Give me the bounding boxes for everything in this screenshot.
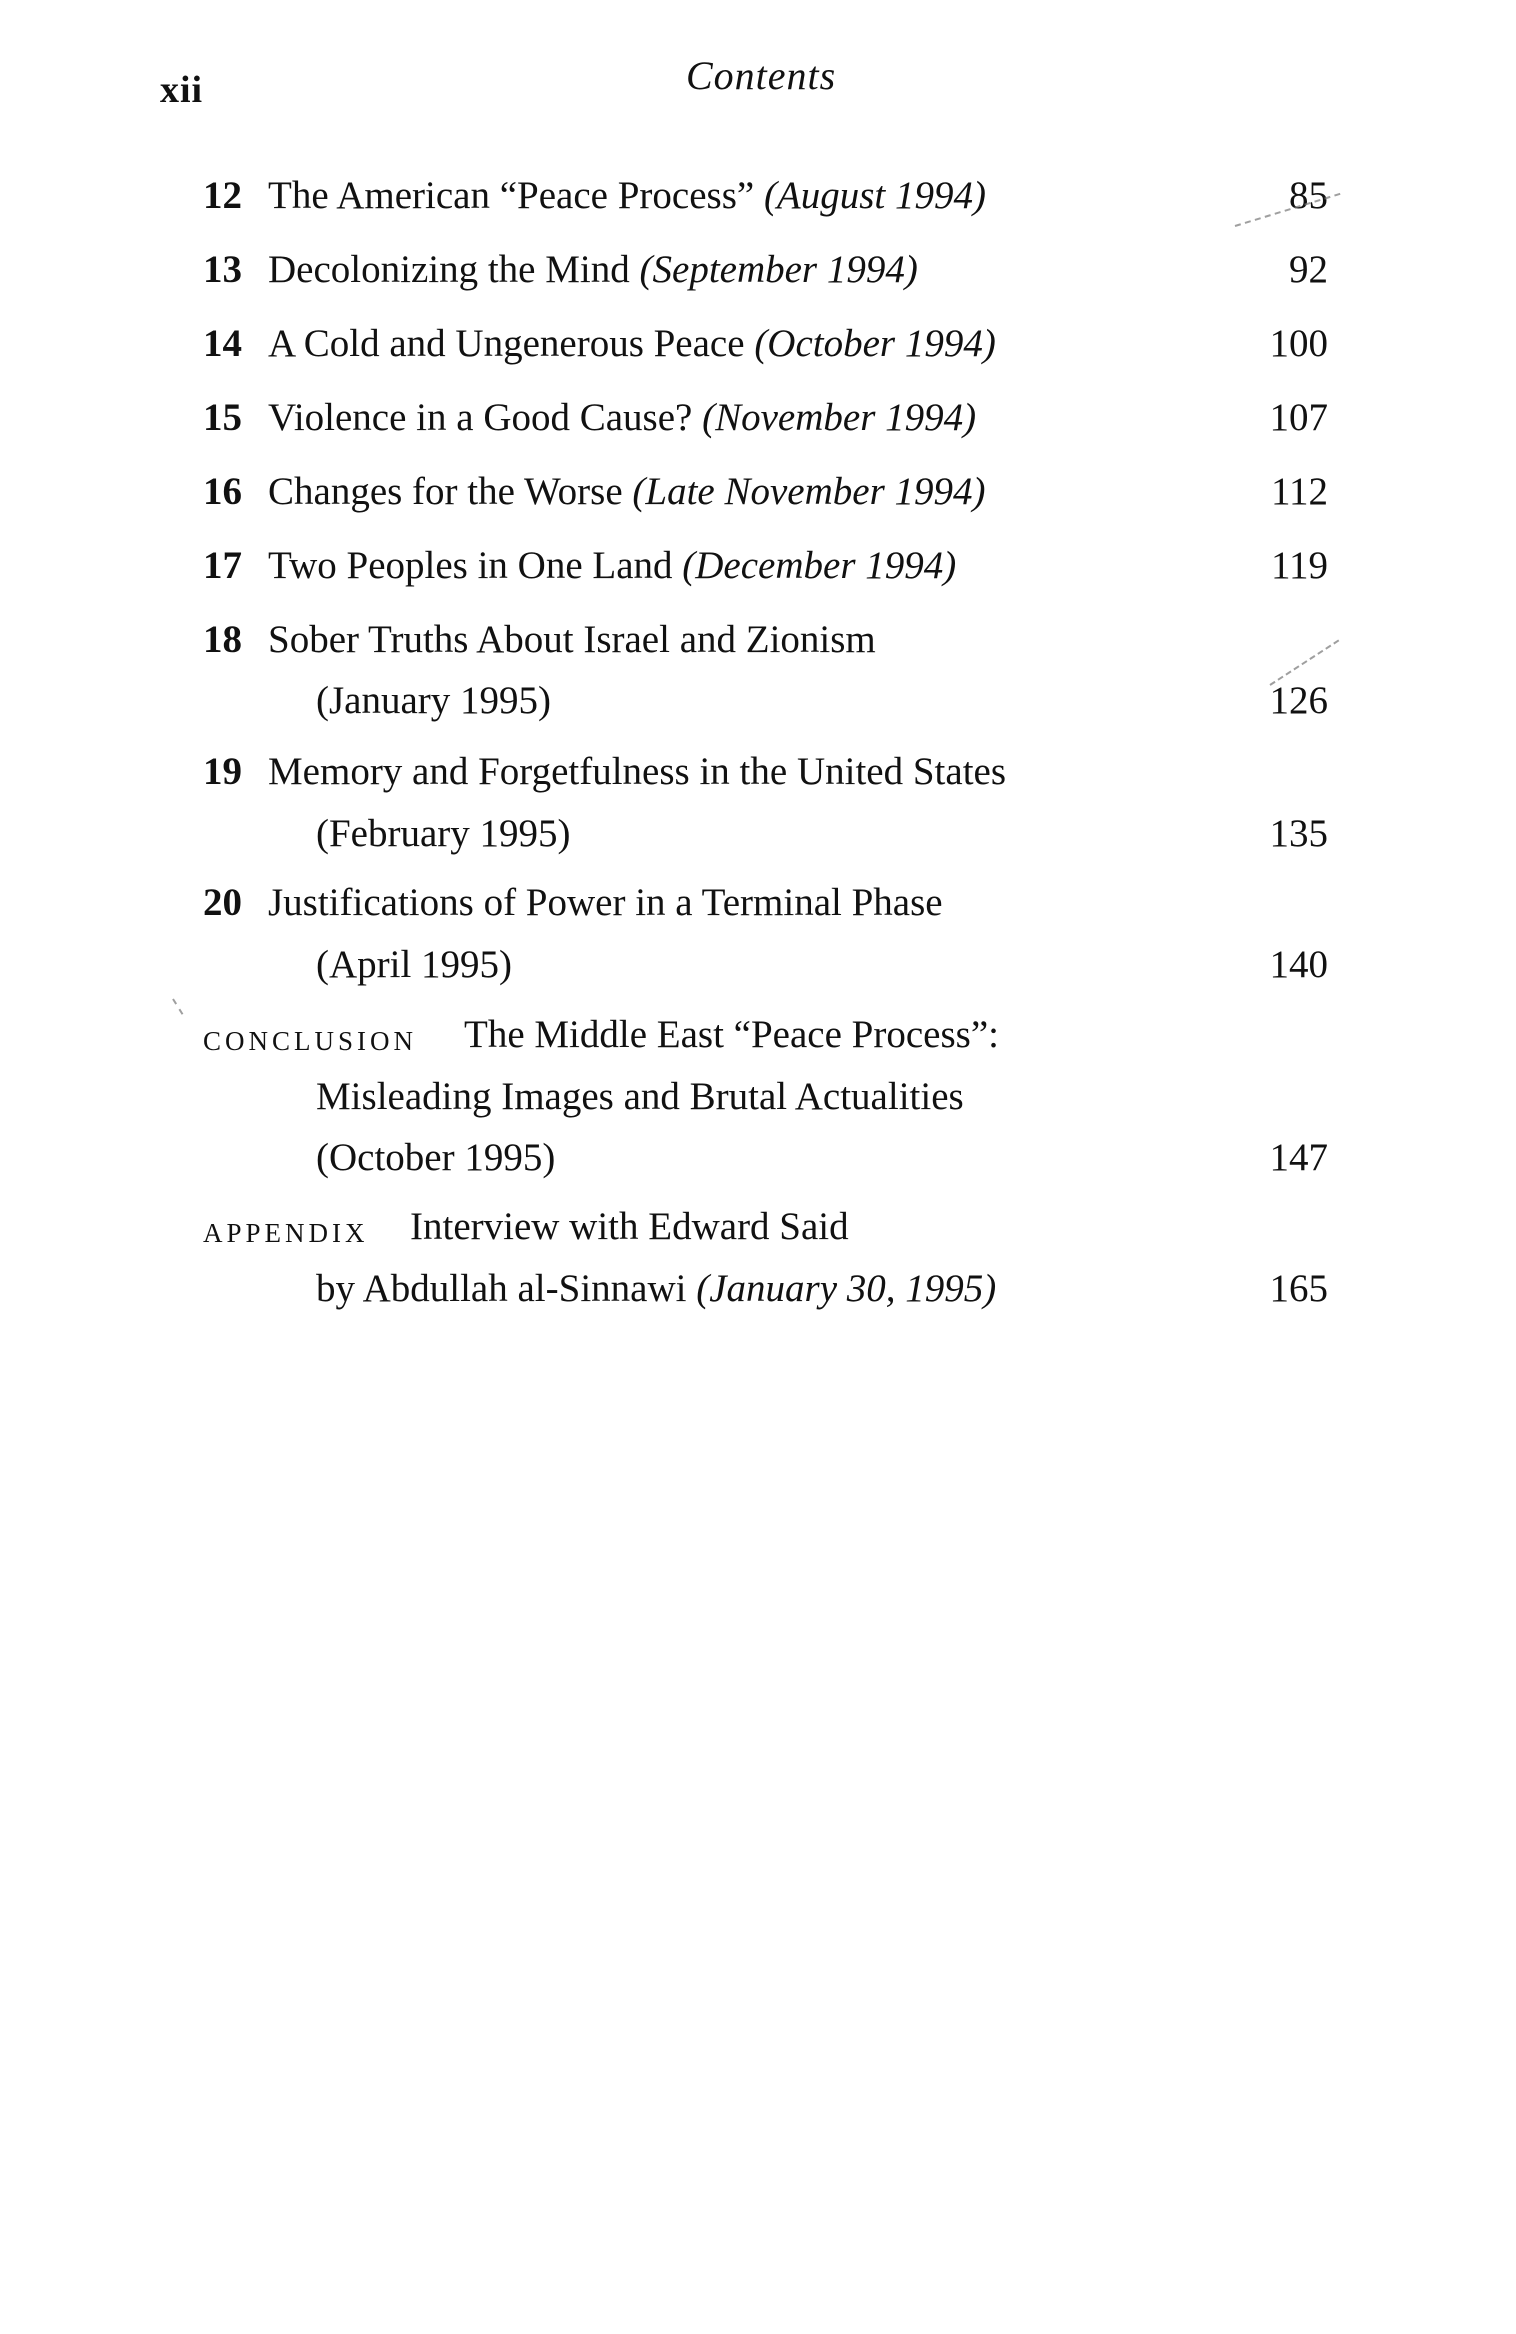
running-head: Contents <box>686 53 837 98</box>
chapter-date: (Late November 1994) <box>632 470 986 513</box>
chapter-date: (September 1994) <box>639 248 918 291</box>
toc-conclusion <box>0 1005 1516 1065</box>
chapter-number: 12 <box>203 174 242 217</box>
toc-entry-15 <box>0 388 1516 448</box>
section-label: APPENDIX <box>203 1218 369 1248</box>
chapter-date: (January 1995) <box>316 679 552 722</box>
toc-entry-17 <box>0 536 1516 596</box>
chapter-number: 16 <box>203 470 242 513</box>
toc-entry-19-continuation <box>0 804 1516 864</box>
page-number: 100 <box>1269 322 1328 365</box>
toc-entry-13 <box>0 240 1516 300</box>
chapter-date: (February 1995) <box>316 812 571 855</box>
page-number: 140 <box>1269 943 1328 986</box>
chapter-date: (April 1995) <box>316 943 513 986</box>
toc-entry-12 <box>0 166 1516 226</box>
section-title: The Middle East “Peace Process”: <box>464 1013 999 1056</box>
section-title: Interview with Edward Said <box>410 1205 849 1248</box>
chapter-title: The American “Peace Process” (August 1994) <box>268 174 986 217</box>
chapter-date: (October 1994) <box>754 322 996 365</box>
page-number: 107 <box>1269 396 1328 439</box>
page-number: 85 <box>1289 174 1328 217</box>
chapter-number: 20 <box>203 881 242 924</box>
page-number: 165 <box>1269 1267 1328 1310</box>
section-title-continuation: Misleading Images and Brutal Actualities <box>316 1075 964 1118</box>
chapter-title: Changes for the Worse (Late November 1994) <box>268 470 986 513</box>
chapter-title: A Cold and Ungenerous Peace (October 1994) <box>268 322 996 365</box>
chapter-title: Sober Truths About Israel and Zionism <box>268 618 876 661</box>
chapter-date: (August 1994) <box>763 174 986 217</box>
toc-conclusion-line-2 <box>0 1067 1516 1127</box>
chapter-title: Decolonizing the Mind (September 1994) <box>268 248 918 291</box>
toc-entry-14 <box>0 314 1516 374</box>
chapter-number: 17 <box>203 544 242 587</box>
toc-entry-18-continuation <box>0 671 1516 731</box>
chapter-title: Violence in a Good Cause? (November 1994) <box>268 396 977 439</box>
chapter-number: 19 <box>203 750 242 793</box>
chapter-title: Justifications of Power in a Terminal Phase <box>268 881 943 924</box>
toc-entry-19 <box>0 742 1516 802</box>
page-number: 119 <box>1270 544 1328 587</box>
page-number: 112 <box>1270 470 1328 513</box>
toc-entry-18 <box>0 610 1516 670</box>
page-number: 92 <box>1289 248 1328 291</box>
chapter-date: (November 1994) <box>702 396 977 439</box>
chapter-title: Two Peoples in One Land (December 1994) <box>268 544 957 587</box>
toc-appendix <box>0 1197 1516 1257</box>
page-number: 126 <box>1269 679 1328 722</box>
section-date: (January 30, 1995) <box>696 1267 997 1310</box>
chapter-date: (December 1994) <box>682 544 957 587</box>
chapter-number: 15 <box>203 396 242 439</box>
toc-appendix-line-2 <box>0 1259 1516 1319</box>
chapter-title: Memory and Forgetfulness in the United States <box>268 750 1007 793</box>
toc-entry-20-continuation <box>0 935 1516 995</box>
page-folio: xii <box>160 69 204 111</box>
section-title-continuation: by Abdullah al-Sinnawi (January 30, 1995) <box>316 1267 997 1310</box>
section-date: (October 1995) <box>316 1136 556 1179</box>
toc-conclusion-line-3 <box>0 1128 1516 1188</box>
chapter-number: 18 <box>203 618 242 661</box>
page-number: 135 <box>1269 812 1328 855</box>
toc-entry-16 <box>0 462 1516 522</box>
toc-entry-20 <box>0 873 1516 933</box>
chapter-number: 13 <box>203 248 242 291</box>
section-label: CONCLUSION <box>203 1026 418 1056</box>
page-number: 147 <box>1269 1136 1328 1179</box>
chapter-number: 14 <box>203 322 242 365</box>
